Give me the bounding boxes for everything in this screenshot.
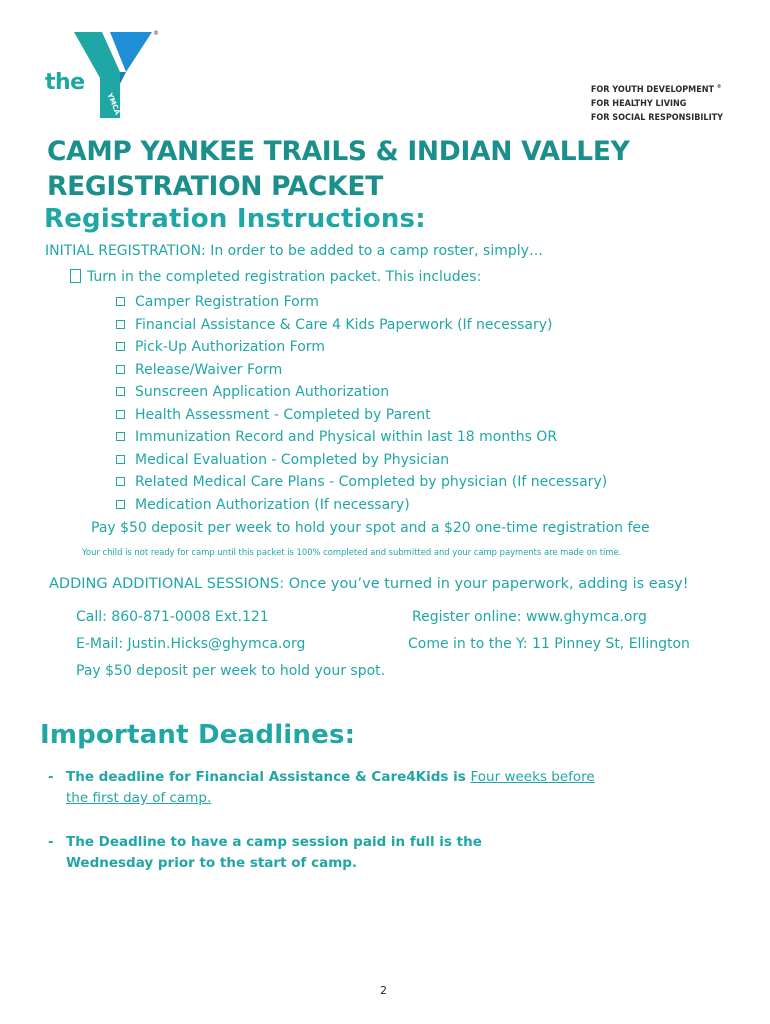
important-deadlines-heading: Important Deadlines: — [40, 720, 356, 750]
checkbox-icon — [116, 432, 125, 441]
title-line-1: CAMP YANKEE TRAILS & INDIAN VALLEY — [47, 136, 630, 167]
checkbox-icon — [116, 410, 125, 419]
tagline-healthy: FOR HEALTHY LIVING — [590, 99, 687, 109]
checklist-item-label: Pick-Up Authorization Form — [135, 339, 325, 355]
packet-title — [47, 134, 737, 204]
checklist-item-label: Related Medical Care Plans - Completed by physician (If necessary) — [135, 474, 608, 490]
logo-wordmark-the: the — [45, 70, 85, 95]
deadline-1-text: The deadline for Financial Assistance & Care4Kids is — [66, 769, 466, 785]
checkbox-icon — [70, 269, 81, 283]
checklist-item — [116, 471, 607, 494]
checklist-item-label: Sunscreen Application Authorization — [135, 384, 390, 400]
initial-registration-text: INITIAL REGISTRATION: In order to be added to a camp roster, simply… — [45, 243, 543, 259]
page-number: 2 — [380, 984, 387, 997]
contact-phone: Call: 860-871-0008 Ext.121 — [76, 609, 269, 625]
checklist-item — [116, 336, 607, 359]
checklist-item-label: Camper Registration Form — [135, 294, 319, 310]
registration-instructions-heading: Registration Instructions: — [44, 204, 426, 234]
deadline-2-text-cont: Wednesday prior to the start of camp. — [66, 855, 358, 871]
checklist-item-label: Health Assessment - Completed by Parent — [135, 406, 431, 423]
checkbox-icon — [116, 387, 125, 396]
deadline-paid-in-full: - The Deadline to have a camp session paid in full is the Wednesday prior to the start of camp. — [48, 834, 482, 871]
checkbox-icon — [116, 365, 125, 374]
deadline-financial-assistance: - The deadline for Financial Assistance & Care4Kids is Four weeks before the first day of camp. — [48, 769, 595, 806]
deadline-1-underlined-cont: the first day of camp. — [66, 790, 212, 806]
checklist-item-label: Medical Evaluation - Completed by Physician — [135, 451, 450, 468]
turn-in-packet-item — [70, 269, 481, 285]
checkbox-icon — [116, 342, 125, 351]
fine-print-note: Your child is not ready for camp until this packet is 100% completed and submitted and your camp payments are made on time. — [82, 547, 622, 557]
tagline-social: FOR SOCIAL RESPONSIBILITY — [590, 113, 723, 123]
deadline-2-text: The Deadline to have a camp session paid in full is the — [66, 834, 482, 850]
contact-email: E-Mail: Justin.Hicks@ghymca.org — [76, 636, 306, 652]
checklist-item-label: Financial Assistance & Care 4 Kids Paperwork (If necessary) — [135, 316, 553, 333]
tagline-mark: ® — [716, 84, 722, 90]
additional-sessions-heading: ADDING ADDITIONAL SESSIONS: Once you’ve turned in your paperwork, adding is easy! — [49, 576, 689, 592]
checklist-item — [116, 426, 607, 449]
checklist-item-label: Release/Waiver Form — [135, 361, 283, 378]
logo-wordmark-ymca: YMCA — [105, 92, 122, 116]
checklist-item — [116, 494, 607, 517]
checklist-item — [116, 291, 607, 314]
ymca-tagline — [591, 80, 723, 125]
deadline-1-underlined: Four weeks before — [470, 769, 595, 785]
registered-mark: ® — [153, 30, 159, 37]
packet-checklist — [116, 291, 607, 516]
turn-in-text: Turn in the completed registration packet. This includes: — [87, 269, 482, 285]
checkbox-icon — [116, 297, 125, 306]
deposit-reminder: Pay $50 deposit per week to hold your spot. — [76, 663, 386, 679]
checklist-item — [116, 359, 607, 382]
checklist-item — [116, 314, 607, 337]
checkbox-icon — [116, 320, 125, 329]
tagline-youth: FOR YOUTH DEVELOPMENT — [590, 85, 715, 95]
checklist-item-label: Immunization Record and Physical within last 18 months OR — [135, 429, 558, 445]
checklist-item — [116, 404, 607, 427]
checkbox-icon — [116, 500, 125, 509]
checklist-item-label: Medication Authorization (If necessary) — [135, 496, 410, 513]
deposit-instructions: Pay $50 deposit per week to hold your spot and a $20 one-time registration fee — [91, 520, 650, 536]
office-address: Come in to the Y: 11 Pinney St, Ellington — [408, 636, 690, 652]
checkbox-icon — [116, 477, 125, 486]
checklist-item — [116, 449, 607, 472]
register-online-link: Register online: www.ghymca.org — [412, 609, 647, 625]
checklist-item — [116, 381, 607, 404]
checkbox-icon — [116, 455, 125, 464]
title-line-2: REGISTRATION PACKET — [47, 171, 383, 202]
